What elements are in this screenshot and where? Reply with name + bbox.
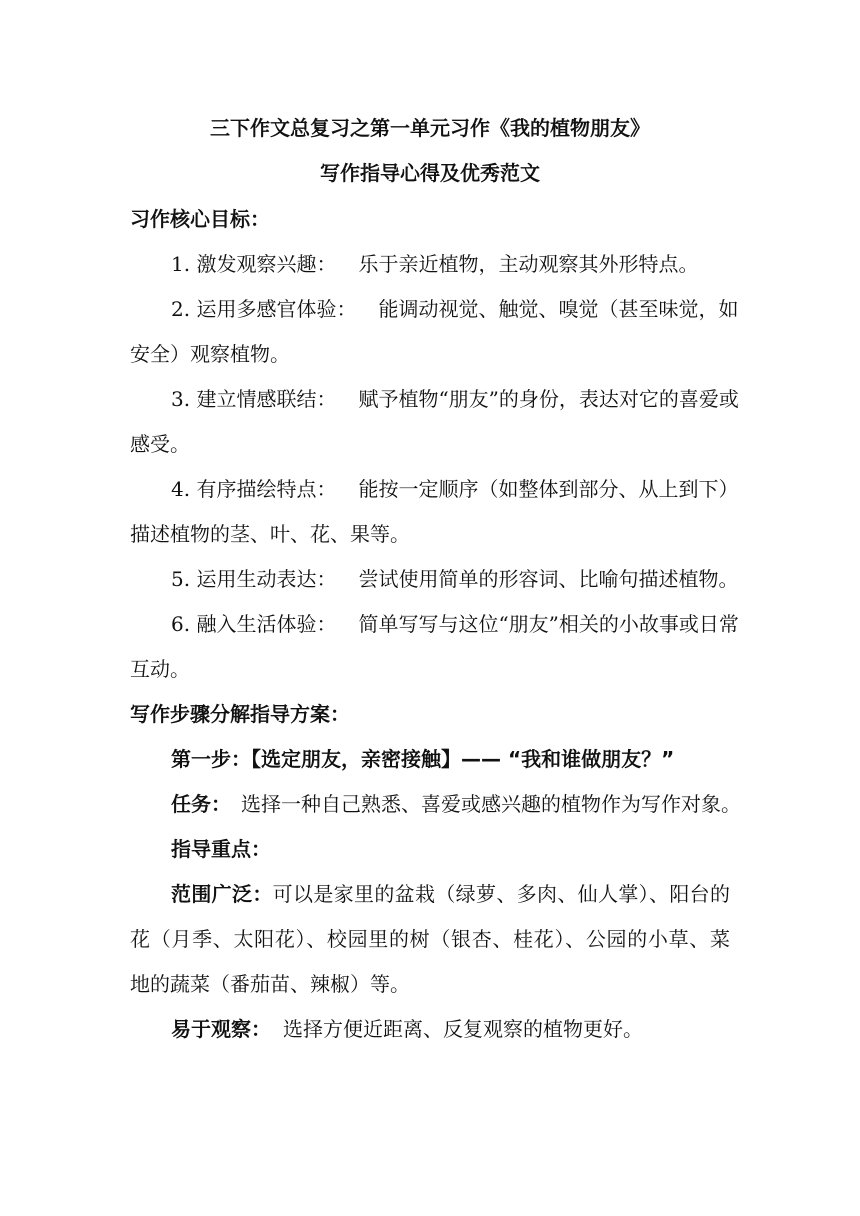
task-label: 任务： — [171, 792, 231, 816]
goal-label: 运用生动表达： — [196, 567, 337, 591]
range-text: 可以是家里的盆栽（绿萝、多肉、仙人掌）、阳台的 — [272, 882, 731, 906]
goal-label: 融入生活体验： — [196, 612, 337, 636]
goal-text: 简单写写与这位“朋友”相关的小故事或日常 — [358, 612, 739, 636]
range-label: 范围广泛： — [171, 882, 273, 906]
easy-label: 易于观察： — [171, 1017, 271, 1041]
goal-number: 1. — [171, 252, 191, 276]
easy-text: 选择方便近距离、反复观察的植物更好。 — [283, 1017, 643, 1041]
goal-item-2-continued: 安全）观察植物。 — [130, 342, 290, 366]
goal-text: 能调动视觉、触觉、嗅觉（甚至味觉，如 — [378, 297, 739, 321]
step-1-title: 第一步：【选定朋友，亲密接触】—— “我和谁做朋友？” — [171, 747, 675, 771]
goal-text: 尝试使用简单的形容词、比喻句描述植物。 — [358, 567, 739, 591]
goal-text: 赋予植物“朋友”的身份，表达对它的喜爱或 — [358, 387, 739, 411]
goal-item-4 — [171, 476, 739, 502]
goal-item-5 — [171, 566, 738, 592]
range-paragraph-line-2: 花（月季、太阳花）、校园里的树（银杏、桂花）、公园的小草、菜 — [130, 927, 730, 951]
task-text: 选择一种自己熟悉、喜爱或感兴趣的植物作为写作对象。 — [241, 792, 741, 816]
goal-label: 建立情感联结： — [196, 387, 337, 411]
document-subtitle: 写作指导心得及优秀范文 — [320, 161, 540, 185]
goal-number: 4. — [171, 477, 191, 501]
steps-heading: 写作步骤分解指导方案： — [130, 702, 350, 726]
goal-label: 有序描绘特点： — [196, 477, 337, 501]
document-title: 三下作文总复习之第一单元习作《我的植物朋友》 — [210, 116, 650, 140]
goal-item-6-continued: 互动。 — [130, 657, 190, 681]
goals-heading: 习作核心目标： — [130, 207, 270, 231]
goal-text: 能按一定顺序（如整体到部分、从上到下） — [358, 477, 739, 501]
goal-item-3-continued: 感受。 — [130, 432, 190, 456]
goal-item-4-continued: 描述植物的茎、叶、花、果等。 — [130, 522, 410, 546]
goal-text: 乐于亲近植物，主动观察其外形特点。 — [358, 252, 699, 276]
goal-item-2 — [171, 296, 739, 322]
range-paragraph-line-3: 地的蔬菜（番茄苗、辣椒）等。 — [130, 972, 410, 996]
range-paragraph-line-1 — [171, 881, 730, 907]
goal-item-3 — [171, 386, 739, 412]
goal-item-1 — [171, 251, 698, 277]
goal-label: 运用多感官体验： — [196, 297, 357, 321]
easy-observe-line — [171, 1016, 643, 1042]
goal-item-6 — [171, 611, 739, 637]
goal-number: 5. — [171, 567, 191, 591]
goal-number: 6. — [171, 612, 191, 636]
goal-number: 2. — [171, 297, 191, 321]
step-1-task — [171, 791, 741, 817]
goal-number: 3. — [171, 387, 191, 411]
step-1-focus-label: 指导重点： — [171, 837, 271, 861]
goal-label: 激发观察兴趣： — [196, 252, 337, 276]
